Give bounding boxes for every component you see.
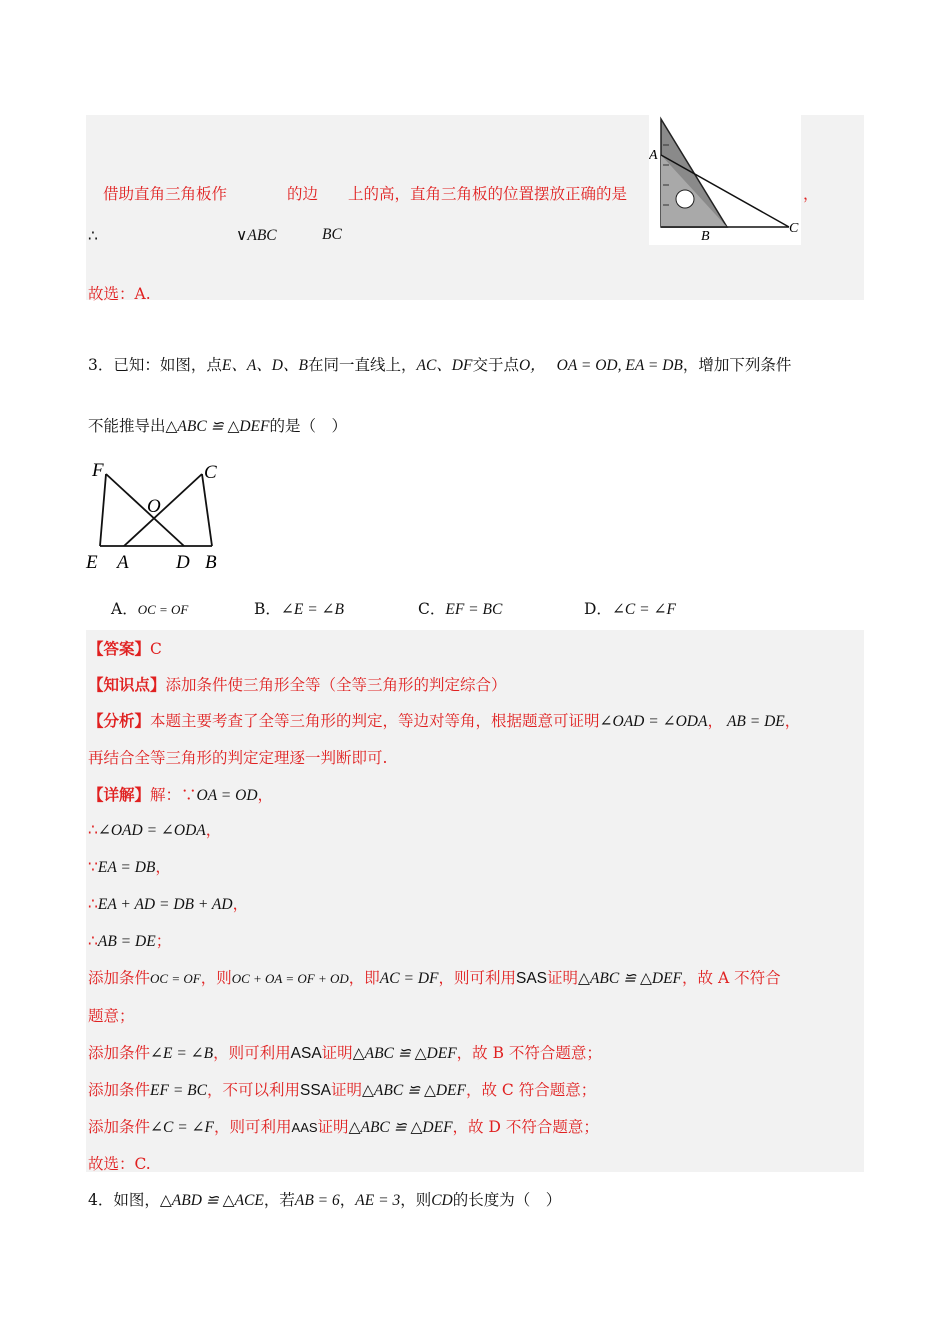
answer-conclusion — [88, 1152, 151, 1174]
line-ac — [124, 474, 202, 546]
option-expr: ∠C = ∠F — [611, 601, 676, 618]
option-c[interactable] — [418, 597, 502, 619]
step-symbol: ∴ — [88, 932, 98, 950]
case-expr: AC = DF — [379, 970, 439, 987]
stem-text: 4．如图， — [88, 1191, 160, 1209]
case-text: 证明 — [331, 1081, 363, 1099]
case-expr: △ABC ≌ △DEF — [348, 1119, 453, 1136]
stem-expr: AB = 6 — [294, 1192, 340, 1209]
option-expr: OC = OF — [137, 602, 189, 617]
question-3-stem-line1 — [88, 353, 791, 375]
option-letter: A． — [111, 600, 138, 618]
line-cb — [202, 474, 212, 546]
step-4 — [88, 929, 171, 951]
case-a-line-2 — [88, 1004, 135, 1026]
stem-points: E、A、D、B — [221, 357, 308, 374]
stem-condition: OA = OD, EA = DB — [556, 357, 683, 374]
label-a: A — [117, 552, 129, 573]
stem-congruence: △ABC ≌ △DEF — [165, 418, 270, 435]
label-e: E — [86, 552, 98, 573]
answer-line — [88, 637, 162, 659]
conclusion-text: 故选：C. — [88, 1155, 151, 1173]
knowledge-text: 添加条件使三角形全等（全等三角形的判定综合） — [165, 676, 507, 694]
case-c-line — [88, 1078, 596, 1100]
case-text: 添加条件 — [88, 969, 151, 987]
bc-text: BC — [322, 226, 342, 243]
case-text: ，不可以利用 — [206, 1081, 300, 1099]
label-o: O — [147, 496, 161, 517]
step-3 — [88, 892, 248, 914]
option-a[interactable] — [111, 597, 188, 619]
stem-text: ，增加下列条件 — [682, 356, 792, 374]
option-letter: B． — [254, 600, 281, 618]
detail-comma: ， — [257, 786, 274, 804]
knowledge-tag: 【知识点】 — [88, 675, 166, 694]
case-text: 题意； — [88, 1007, 135, 1025]
step-expr: ∠OAD = ∠ODA — [97, 822, 206, 839]
analysis-comma: ， — [784, 712, 801, 730]
label-c: C — [789, 221, 799, 236]
case-d-line — [88, 1115, 599, 1137]
case-text: 添加条件 — [88, 1081, 151, 1099]
step-end: ； — [155, 932, 172, 950]
detail-tag: 【详解】 — [88, 785, 151, 804]
label-c: C — [204, 462, 217, 483]
step-1 — [88, 818, 221, 840]
detail-line — [88, 783, 273, 805]
set-square-figure — [649, 115, 801, 245]
analysis-expr: AB = DE — [726, 713, 785, 730]
step-symbol: ∵ — [88, 858, 98, 876]
label-a: A — [649, 148, 658, 163]
case-method: ASA — [290, 1045, 322, 1062]
case-a-line-1 — [88, 966, 781, 988]
stem-text: 交于点 — [472, 356, 519, 374]
step-expr: EA + AD = DB + AD — [97, 896, 233, 913]
solution-text-height: 上的高，直角三角板的位置摆放正确的是 — [348, 185, 628, 203]
case-method: SAS — [516, 970, 548, 987]
case-text: ，故 B 不符合题意； — [456, 1044, 602, 1062]
solution-text-edge: 的边 — [287, 185, 319, 203]
case-expr: OC + OA = OF + OD — [231, 971, 349, 986]
case-text: 添加条件 — [88, 1044, 151, 1062]
stem-text: 在同一直线上， — [307, 356, 417, 374]
stem-expr: CD — [431, 1192, 453, 1209]
therefore-text: ∴ — [88, 227, 98, 245]
option-b[interactable] — [254, 597, 344, 619]
detail-intro: 解：∵ — [150, 786, 197, 804]
case-text: 证明 — [547, 969, 579, 987]
analysis-expr: ∠OAD = ∠ODA — [599, 713, 708, 730]
abc-text: ∨ABC — [236, 227, 277, 244]
case-expr: EF = BC — [150, 1082, 207, 1099]
label-b: B — [701, 229, 710, 244]
stem-point-o: O， — [518, 357, 546, 374]
stem-text: ，则 — [400, 1191, 432, 1209]
solution-comma: ， — [803, 185, 819, 203]
step-symbol: ∴ — [88, 821, 98, 839]
solution-text-end — [803, 182, 819, 204]
analysis-line-2 — [88, 746, 387, 768]
case-expr: ∠C = ∠F — [150, 1119, 215, 1136]
case-b-line — [88, 1041, 602, 1063]
case-expr: △ABC ≌ △DEF — [578, 970, 683, 987]
solution-text: 借助直角三角板作 — [103, 185, 228, 203]
case-method: SSA — [299, 1082, 331, 1099]
label-d: D — [176, 552, 190, 573]
stem-lines: AC、DF — [416, 357, 473, 374]
case-text: ，故 A 不符合 — [682, 969, 781, 987]
previous-conclusion — [88, 282, 151, 304]
step-expr: EA = DB — [97, 859, 156, 876]
question-3-stem-line2 — [88, 414, 347, 436]
case-text: 证明 — [321, 1044, 353, 1062]
conclusion-text: 故选：A. — [88, 285, 151, 303]
case-expr: OC = OF — [150, 971, 201, 986]
analysis-comma: ， — [707, 712, 723, 730]
line-ef — [100, 474, 106, 546]
case-text: ，则 — [200, 969, 232, 987]
line-fd — [106, 474, 184, 546]
case-text: 证明 — [317, 1118, 349, 1136]
case-text: ，故 C 符合题意； — [466, 1081, 597, 1099]
bc-expr — [322, 226, 342, 244]
stem-text: ， — [339, 1191, 356, 1209]
detail-expr: OA = OD — [196, 787, 258, 804]
step-symbol: ∴ — [88, 895, 98, 913]
option-letter: C． — [418, 600, 446, 618]
case-text: ，则可利用 — [438, 969, 516, 987]
knowledge-line — [88, 673, 507, 695]
stem-text: 3．已知：如图，点 — [88, 356, 222, 374]
label-b: B — [205, 552, 217, 573]
analysis-line-1 — [88, 709, 800, 731]
stem-expr: AE = 3 — [355, 1192, 401, 1209]
previous-solution-line — [103, 182, 227, 204]
stem-text: 的是（ ） — [269, 417, 348, 435]
analysis-tag: 【分析】 — [88, 711, 151, 730]
case-text: ，即 — [348, 969, 380, 987]
therefore-symbol — [88, 227, 98, 245]
step-expr: AB = DE — [97, 933, 156, 950]
case-text: ，故 D 不符合题意； — [452, 1118, 599, 1136]
stem-text: 的长度为（ ） — [452, 1191, 562, 1209]
case-text: ，则可利用 — [213, 1044, 291, 1062]
step-end: ， — [205, 821, 222, 839]
answer-value: C — [150, 640, 162, 658]
stem-expr: △ABD ≌ △ACE — [159, 1192, 264, 1209]
step-end: ， — [232, 895, 249, 913]
stem-text: ，若 — [263, 1191, 295, 1209]
question-4-stem — [88, 1188, 561, 1210]
analysis-text: 再结合全等三角形的判定定理逐一判断即可. — [88, 749, 388, 767]
step-end: ， — [155, 858, 171, 876]
solution-text-mid2 — [348, 182, 627, 204]
option-expr: EF = BC — [445, 601, 503, 618]
option-expr: ∠E = ∠B — [280, 601, 345, 618]
case-method: AAS — [291, 1120, 318, 1135]
case-expr: ∠E = ∠B — [150, 1045, 214, 1062]
question-3-figure — [84, 456, 224, 574]
option-d[interactable] — [584, 597, 676, 619]
analysis-text: 本题主要考查了全等三角形的判定，等边对等角，根据题意可证明 — [150, 712, 600, 730]
stem-text: 不能推导出 — [88, 417, 166, 435]
angle-abc-expr — [236, 226, 277, 245]
solution-text-mid1 — [287, 182, 318, 204]
option-letter: D． — [584, 600, 612, 618]
step-2 — [88, 855, 171, 877]
case-expr: △ABC ≌ △DEF — [362, 1082, 466, 1099]
answer-tag: 【答案】 — [88, 639, 151, 658]
ruler-hole — [676, 190, 694, 208]
label-f: F — [92, 460, 104, 481]
case-text: 添加条件 — [88, 1118, 151, 1136]
case-text: ，则可利用 — [214, 1118, 292, 1136]
case-expr: △ABC ≌ △DEF — [352, 1045, 457, 1062]
